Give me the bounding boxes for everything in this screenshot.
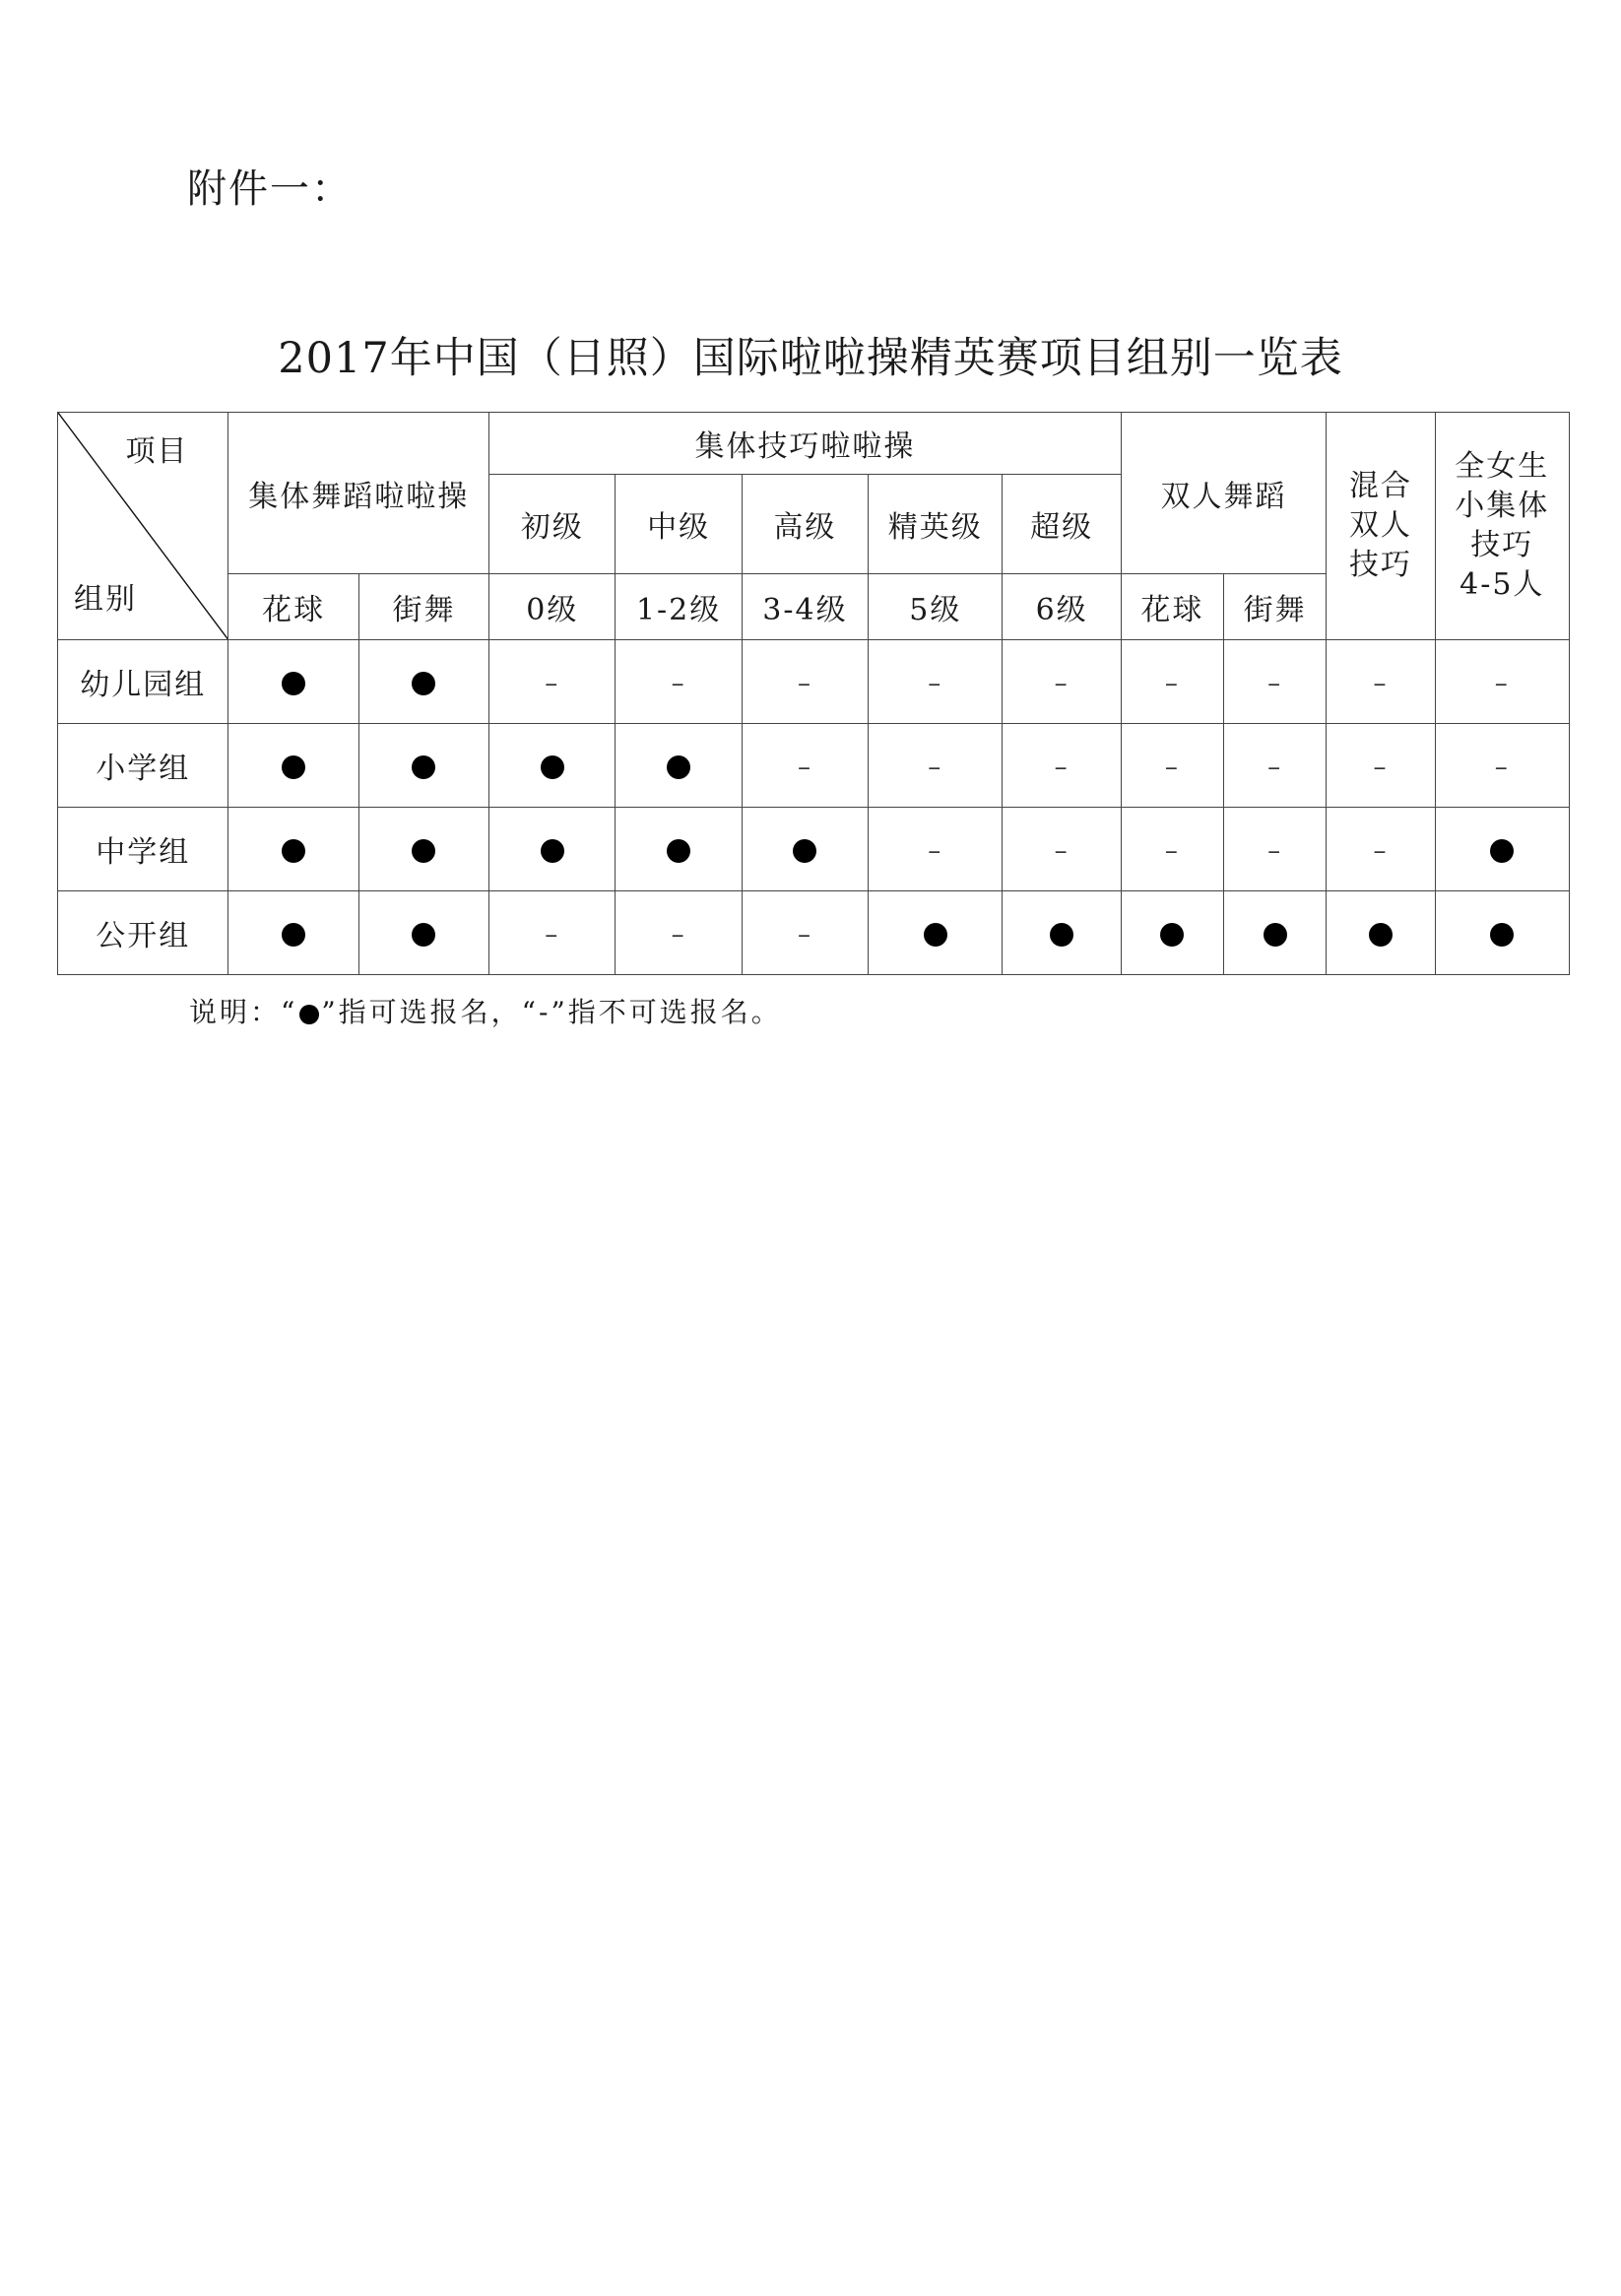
dash-mark: – (1054, 835, 1070, 866)
header-group-dance: 集体舞蹈啦啦操 (228, 413, 489, 574)
filled-dot-icon (282, 839, 305, 863)
eligible-cell (228, 724, 358, 808)
ineligible-cell (1003, 808, 1121, 891)
filled-dot-icon (282, 923, 305, 947)
filled-dot-icon (667, 839, 690, 863)
dash-mark: – (1494, 752, 1510, 782)
note-dash-symbol: - (538, 996, 551, 1028)
eligible-cell (228, 640, 358, 724)
ineligible-cell (489, 891, 616, 975)
eligible-cell (1435, 891, 1569, 975)
ineligible-cell (1327, 724, 1435, 808)
eligible-cell (489, 808, 616, 891)
eligible-cell (358, 891, 488, 975)
event-table (57, 412, 1570, 975)
ineligible-cell (1224, 724, 1327, 808)
dash-mark: – (671, 919, 686, 950)
header-group-skill: 集体技巧啦啦操 (489, 413, 1122, 475)
legend-note (189, 991, 782, 1030)
header-text-line: 全女生 (1455, 449, 1550, 484)
header-female-small (1435, 413, 1569, 640)
ineligible-cell (1003, 724, 1121, 808)
header-level-beginner: 初级 (489, 475, 616, 574)
table-row (58, 808, 1570, 891)
dash-mark: – (1267, 668, 1283, 698)
ineligible-cell (489, 640, 616, 724)
corner-label-group: 组别 (74, 582, 137, 617)
dash-mark: – (1494, 668, 1510, 698)
dash-mark: – (1373, 752, 1389, 782)
corner-label-project: 项目 (125, 434, 189, 469)
group-name-cell: 公开组 (58, 891, 228, 975)
filled-dot-icon (299, 1005, 319, 1024)
event-grid (57, 412, 1570, 975)
eligible-cell (869, 891, 1003, 975)
filled-dot-icon (793, 839, 816, 863)
filled-dot-icon (412, 755, 435, 779)
eligible-cell (489, 724, 616, 808)
filled-dot-icon (1160, 923, 1184, 947)
sub-header-cell: 街舞 (1224, 574, 1327, 640)
dash-mark: – (928, 752, 943, 782)
filled-dot-icon (412, 839, 435, 863)
filled-dot-icon (282, 755, 305, 779)
sub-header-cell: 3-4级 (742, 574, 868, 640)
ineligible-cell (869, 640, 1003, 724)
filled-dot-icon (1264, 923, 1287, 947)
ineligible-cell (869, 808, 1003, 891)
table-row (58, 724, 1570, 808)
ineligible-cell (1435, 724, 1569, 808)
sub-header-cell: 花球 (228, 574, 358, 640)
eligible-cell (1327, 891, 1435, 975)
dash-mark: – (797, 752, 812, 782)
header-text-line: 双人 (1348, 508, 1412, 543)
header-text-line: 4-5人 (1459, 567, 1545, 602)
dash-mark: – (1267, 752, 1283, 782)
ineligible-cell (1327, 640, 1435, 724)
ineligible-cell (742, 640, 868, 724)
ineligible-cell (742, 724, 868, 808)
sub-header-cell: 6级 (1003, 574, 1121, 640)
dash-mark: – (1054, 668, 1070, 698)
eligible-cell (1435, 808, 1569, 891)
filled-dot-icon (1490, 923, 1514, 947)
ineligible-cell (869, 724, 1003, 808)
dash-mark: – (545, 919, 560, 950)
ineligible-cell (616, 640, 742, 724)
ineligible-cell (1121, 808, 1223, 891)
filled-dot-icon (1050, 923, 1073, 947)
note-prefix: 说明：“ (189, 996, 298, 1028)
dash-mark: – (1373, 835, 1389, 866)
header-level-advanced: 高级 (742, 475, 868, 574)
filled-dot-icon (282, 672, 305, 695)
header-text-line: 技巧 (1470, 528, 1534, 562)
header-level-intermediate: 中级 (616, 475, 742, 574)
eligible-cell (358, 724, 488, 808)
sub-header-cell: 1-2级 (616, 574, 742, 640)
ineligible-cell (1121, 724, 1223, 808)
eligible-cell (358, 808, 488, 891)
ineligible-cell (1435, 640, 1569, 724)
eligible-cell (742, 808, 868, 891)
dash-mark: – (797, 919, 812, 950)
sub-header-cell: 5级 (869, 574, 1003, 640)
group-name-cell: 小学组 (58, 724, 228, 808)
filled-dot-icon (667, 755, 690, 779)
sub-header-cell: 街舞 (358, 574, 488, 640)
dash-mark: – (1164, 835, 1180, 866)
filled-dot-icon (412, 923, 435, 947)
header-text-line: 小集体 (1455, 489, 1550, 523)
table-row (58, 640, 1570, 724)
filled-dot-icon (541, 839, 564, 863)
filled-dot-icon (1490, 839, 1514, 863)
dash-mark: – (928, 835, 943, 866)
dash-mark: – (1054, 752, 1070, 782)
ineligible-cell (1003, 640, 1121, 724)
group-name-cell: 中学组 (58, 808, 228, 891)
ineligible-cell (1327, 808, 1435, 891)
filled-dot-icon (924, 923, 947, 947)
table-row (58, 891, 1570, 975)
filled-dot-icon (412, 672, 435, 695)
header-text-line: 混合 (1348, 469, 1412, 503)
header-corner (58, 413, 228, 640)
eligible-cell (616, 724, 742, 808)
eligible-cell (1224, 891, 1327, 975)
header-pair-dance: 双人舞蹈 (1121, 413, 1327, 574)
dash-mark: – (928, 668, 943, 698)
ineligible-cell (1121, 640, 1223, 724)
dash-mark: – (545, 668, 560, 698)
ineligible-cell (1224, 640, 1327, 724)
dash-mark: – (1267, 835, 1283, 866)
dash-mark: – (1373, 668, 1389, 698)
ineligible-cell (742, 891, 868, 975)
filled-dot-icon (541, 755, 564, 779)
note-dot-meaning: ”指可选报名，“ (321, 996, 539, 1028)
eligible-cell (1121, 891, 1223, 975)
table-title: 2017年中国（日照）国际啦啦操精英赛项目组别一览表 (278, 334, 1343, 383)
sub-header-cell: 0级 (489, 574, 616, 640)
header-level-super: 超级 (1003, 475, 1121, 574)
header-level-elite: 精英级 (869, 475, 1003, 574)
eligible-cell (616, 808, 742, 891)
eligible-cell (228, 891, 358, 975)
sub-header-cell: 花球 (1121, 574, 1223, 640)
header-text-line: 技巧 (1348, 548, 1412, 582)
dash-mark: – (1164, 668, 1180, 698)
note-dash-meaning: ”指不可选报名。 (551, 996, 782, 1028)
ineligible-cell (616, 891, 742, 975)
filled-dot-icon (1369, 923, 1393, 947)
eligible-cell (1003, 891, 1121, 975)
group-name-cell: 幼儿园组 (58, 640, 228, 724)
ineligible-cell (1224, 808, 1327, 891)
eligible-cell (358, 640, 488, 724)
dash-mark: – (671, 668, 686, 698)
header-mixed-pair (1327, 413, 1435, 640)
attachment-label: 附件一： (187, 166, 353, 212)
dash-mark: – (1164, 752, 1180, 782)
eligible-cell (228, 808, 358, 891)
dash-mark: – (797, 668, 812, 698)
